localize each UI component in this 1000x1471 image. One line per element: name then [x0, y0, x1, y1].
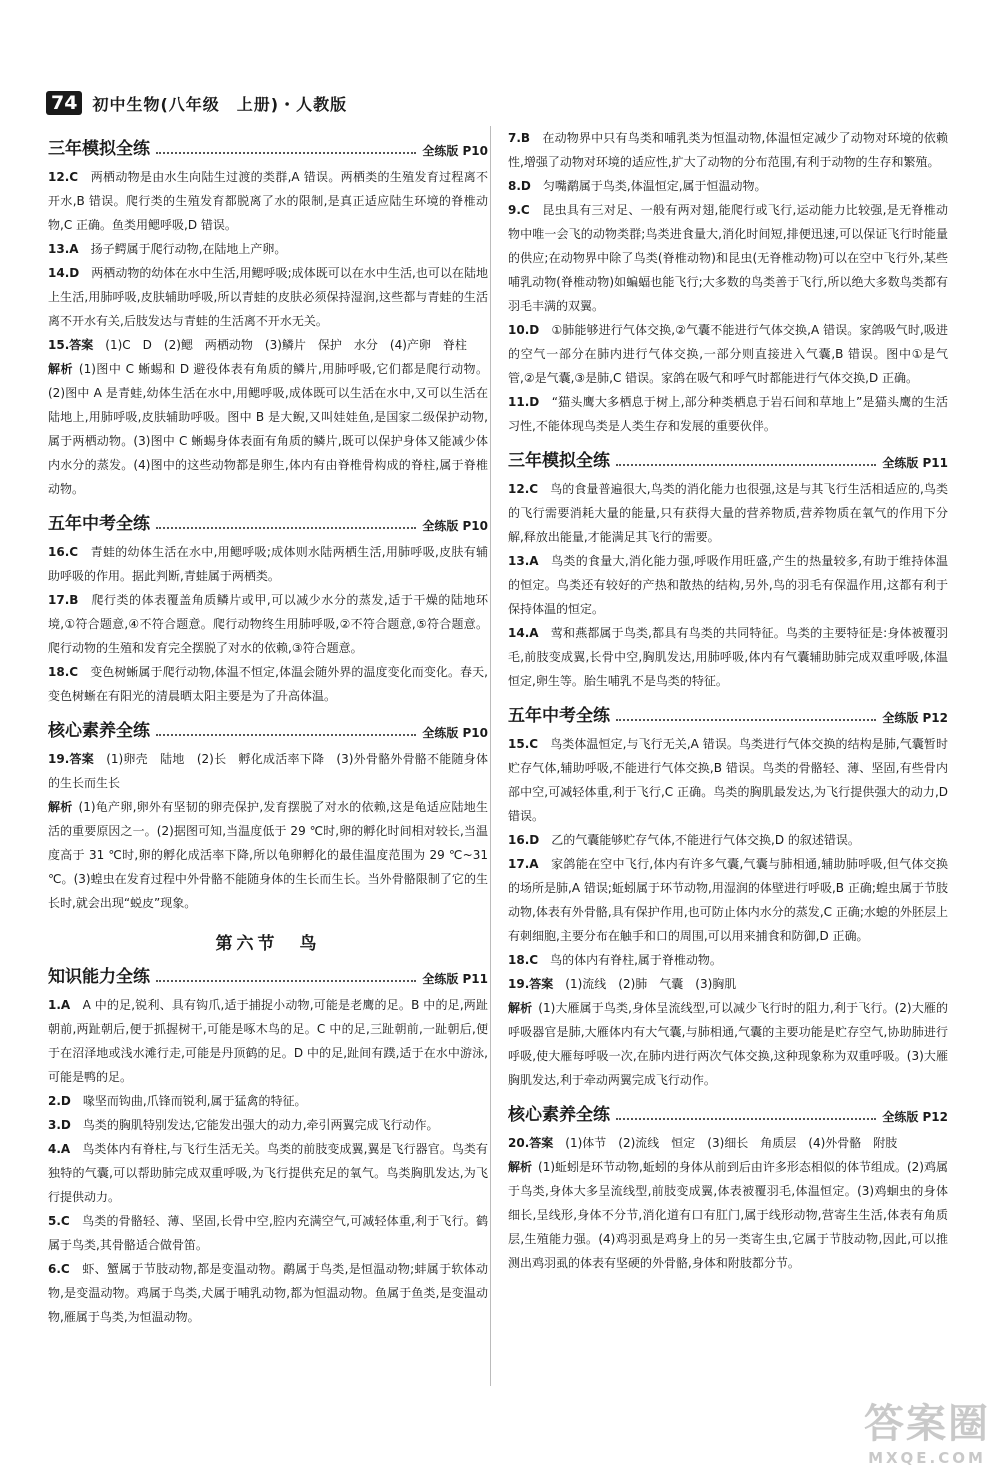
- section-header: [508, 1100, 948, 1125]
- dotted-leader: [616, 464, 876, 466]
- question-number: 14.D: [48, 266, 80, 280]
- question-number: 13.A: [48, 242, 79, 256]
- answer-item: [508, 972, 948, 996]
- explanation-label: 解析: [48, 362, 73, 376]
- answer-item: [48, 261, 488, 333]
- dotted-leader: [616, 1118, 876, 1120]
- answer-text: 两栖动物是由水生向陆生过渡的类群,A 错误。两栖类的生殖发育过程离不开水,B 错误。爬行类的生殖发育都脱离了水的限制,是真正适应陆生环境的脊椎动物,C 正确。鱼类用鳃呼吸,D 错误。: [48, 170, 488, 232]
- answer-text: (1)流线 (2)肺 气囊 (3)胸肌: [565, 977, 737, 991]
- answer-text: A 中的足,锐利、具有钩爪,适于捕捉小动物,可能是老鹰的足。B 中的足,两趾朝前,两趾朝后,便于抓握树干,可能是啄木鸟的足。C 中的足,三趾朝前,一趾朝后,便于在沼泽地或浅水滩行走,可能是丹顶鹤的足。D 中的足,趾间有蹼,适于在水中游泳,可能是鸭的足。: [48, 998, 488, 1084]
- answer-item: [508, 948, 948, 972]
- explanation-text: (1)龟产卵,卵外有坚韧的卵壳保护,发育摆脱了对水的依赖,这是龟适应陆地生活的重要原因之一。(2)据图可知,当温度低于 29 ℃时,卵的孵化时间相对较长,当温度高于 31 ℃时,卵的孵化成活率下降,所以龟卵孵化的最佳温度范围为 29 ℃~31 ℃。(3)蝗虫在发育过程中外骨骼不能随身体的生长而生长。当外骨骼限制了它的生长时,就会出现“蜕皮”现象。: [48, 800, 488, 910]
- answer-item: [508, 318, 948, 390]
- answer-text: (1)C D (2)鳃 两栖动物 (3)鳞片 保护 水分 (4)产卵 脊柱: [105, 338, 467, 352]
- section-ref: 全练版 P10: [422, 726, 488, 740]
- answer-item: [48, 588, 488, 660]
- answer-item: [48, 1089, 488, 1113]
- question-number: 19.答案: [48, 752, 94, 766]
- explanation: [508, 996, 948, 1092]
- answer-item: [508, 477, 948, 549]
- answer-item: [508, 828, 948, 852]
- section-header: [48, 962, 488, 987]
- explanation: [508, 1155, 948, 1275]
- answer-item: [48, 993, 488, 1089]
- answer-text: 两栖动物的幼体在水中生活,用鳃呼吸;成体既可以在水中生活,也可以在陆地上生活,用肺呼吸,皮肤辅助呼吸,所以青蛙的皮肤必须保持湿润,这些都与青蛙的生活离不开水有关,后肢发达与青蛙的生活离不开水无关。: [48, 266, 488, 328]
- question-number: 12.C: [508, 482, 539, 496]
- question-number: 1.A: [48, 998, 71, 1012]
- question-number: 5.C: [48, 1214, 70, 1228]
- answer-text: 鸟的食量普遍很大,鸟类的消化能力也很强,这是与其飞行生活相适应的,鸟类的飞行需要消耗大量的能量,只有获得大量的营养物质,营养物质在氧气的作用下分解,释放出能量,才能满足其飞行的需要。: [508, 482, 948, 544]
- column-divider: [490, 126, 491, 1386]
- answer-item: [48, 540, 488, 588]
- answer-item: [508, 621, 948, 693]
- answer-item: [48, 1209, 488, 1257]
- question-number: 16.D: [508, 833, 540, 847]
- book-title: 初中生物(八年级 上册)・人教版: [92, 94, 348, 114]
- dotted-leader: [156, 734, 416, 736]
- dotted-leader: [156, 527, 416, 529]
- answer-item: [508, 390, 948, 438]
- section-title: 核心素养全练: [508, 1105, 610, 1125]
- explanation-label: 解析: [508, 1160, 533, 1174]
- watermark-main: 答案圈: [864, 1401, 990, 1447]
- dotted-leader: [156, 152, 416, 154]
- answer-text: (1)体节 (2)流线 恒定 (3)细长 角质层 (4)外骨骼 附肢: [565, 1136, 898, 1150]
- answer-text: 乙的气囊能够贮存气体,不能进行气体交换,D 的叙述错误。: [551, 833, 860, 847]
- dotted-leader: [616, 719, 876, 721]
- answer-text: 鸟类的胸肌特别发达,它能发出强大的动力,牵引两翼完成飞行动作。: [82, 1118, 439, 1132]
- answer-item: [508, 852, 948, 948]
- answer-item: [48, 165, 488, 237]
- explanation-text: (1)图中 C 蜥蜴和 D 避役体表有角质的鳞片,用肺呼吸,它们都是爬行动物。(2)图中 A 是青蛙,幼体生活在水中,用鳃呼吸,成体既可以生活在水中,又可以生活在陆地上,用肺呼吸,皮肤辅助呼吸。图中 B 是大鲵,又叫娃娃鱼,是国家二级保护动物,属于两栖动物。(3)图中 C 蜥蜴身体表面有角质的鳞片,既可以保护身体又能减少体内水分的蒸发。(4)图中的这些动物都是卵生,体内有由脊椎骨构成的脊柱,属于脊椎动物。: [48, 362, 488, 496]
- question-number: 16.C: [48, 545, 79, 559]
- section-header: [48, 134, 488, 159]
- section-header: [48, 716, 488, 741]
- answer-text: 鸟类的骨骼轻、薄、坚固,长骨中空,腔内充满空气,可减轻体重,利于飞行。鹤属于鸟类,其骨骼适合做骨笛。: [48, 1214, 488, 1252]
- answer-text: (1)卵壳 陆地 (2)长 孵化成活率下降 (3)外骨骼外骨骼不能随身体的生长而生长: [48, 752, 488, 790]
- answer-text: 莺和燕都属于鸟类,都具有鸟类的共同特征。鸟类的主要特征是:身体被覆羽毛,前肢变成翼,长骨中空,胸肌发达,用肺呼吸,体内有气囊辅助肺完成双重呼吸,体温恒定,卵生等。胎生哺乳不是鸟类的特征。: [508, 626, 948, 688]
- section-title: 核心素养全练: [48, 721, 150, 741]
- question-number: 10.D: [508, 323, 540, 337]
- answer-text: 鸟类体温恒定,与飞行无关,A 错误。鸟类进行气体交换的结构是肺,气囊暂时贮存气体,辅助呼吸,不能进行气体交换,B 错误。鸟类的骨骼轻、薄、坚固,有些骨内部中空,可减轻体重,利于飞行,C 正确。鸟类的胸肌最发达,为飞行提供强大的动力,D 错误。: [508, 737, 948, 823]
- question-number: 6.C: [48, 1262, 70, 1276]
- section-title: 五年中考全练: [508, 706, 610, 726]
- question-number: 17.A: [508, 857, 539, 871]
- explanation: [48, 357, 488, 501]
- answer-text: 在动物界中只有鸟类和哺乳类为恒温动物,体温恒定减少了动物对环境的依赖性,增强了动物对环境的适应性,扩大了动物的分布范围,有利于动物的生存和繁殖。: [508, 131, 948, 169]
- section-title: 知识能力全练: [48, 967, 150, 987]
- explanation: [48, 795, 488, 915]
- answer-text: 喙坚而钩曲,爪锋而锐利,属于猛禽的特征。: [82, 1094, 307, 1108]
- explanation-text: (1)蚯蚓是环节动物,蚯蚓的身体从前到后由许多形态相似的体节组成。(2)鸡属于鸟类,身体大多呈流线型,前肢变成翼,体表被覆羽毛,体温恒定。(3)鸡蛔虫的身体细长,呈线形,身体不分节,消化道有口有肛门,属于线形动物,营寄生生活,体表有角质层,生殖能力强。(4)鸡羽虱是鸡身上的另一类寄生虫,它属于节肢动物,因此,可以推测出鸡羽虱的体表有坚硬的外骨骼,身体和附肢都分节。: [508, 1160, 948, 1270]
- watermark-logo: [864, 1392, 990, 1467]
- section-ref: 全练版 P10: [422, 519, 488, 533]
- answer-text: 鸟的体内有脊柱,属于脊椎动物。: [550, 953, 722, 967]
- section-title: 三年模拟全练: [48, 139, 150, 159]
- section-title: 三年模拟全练: [508, 451, 610, 471]
- answer-text: 昆虫具有三对足、一般有两对翅,能爬行或飞行,运动能力比较强,是无脊椎动物中唯一会飞的动物类群;鸟类进食量大,消化时间短,排便迅速,可以保证飞行时能量的供应;在动物界中除了鸟类(脊椎动物)和昆虫(无脊椎动物)可以在空中飞行外,某些哺乳动物(脊椎动物)如蝙蝠也能飞行;大多数的鸟类善于飞行,所以绝大多数鸟类都有羽毛丰满的双翼。: [508, 203, 948, 313]
- dotted-leader: [156, 980, 416, 982]
- answer-item: [508, 732, 948, 828]
- answer-text: 变色树蜥属于爬行动物,体温不恒定,体温会随外界的温度变化而变化。春天,变色树蜥在有阳光的清晨晒太阳主要是为了升高体温。: [48, 665, 488, 703]
- question-number: 9.C: [508, 203, 530, 217]
- section-ref: 全练版 P12: [882, 711, 948, 725]
- answer-item: [48, 1137, 488, 1209]
- section-header: [48, 509, 488, 534]
- question-number: 15.C: [508, 737, 539, 751]
- answer-text: 扬子鳄属于爬行动物,在陆地上产卵。: [90, 242, 287, 256]
- watermark-url: MXQE.COM: [868, 1449, 986, 1467]
- answer-item: [48, 747, 488, 795]
- answer-text: 鸟类的食量大,消化能力强,呼吸作用旺盛,产生的热量较多,有助于维持体温的恒定。鸟类还有较好的产热和散热的结构,另外,鸟的羽毛有保温作用,这都有利于保持体温的恒定。: [508, 554, 948, 616]
- answer-text: 家鸽能在空中飞行,体内有许多气囊,气囊与肺相通,辅助肺呼吸,但气体交换的场所是肺,A 错误;蚯蚓属于环节动物,用湿润的体壁进行呼吸,B 正确;蝗虫属于节肢动物,体表有外骨骼,具有保护作用,也可防止体内水分的蒸发,C 正确;水螅的外胚层上有刺细胞,主要分布在触手和口的周围,可以用来捕食和防御,D 正确。: [508, 857, 948, 943]
- answer-item: [508, 126, 948, 174]
- answer-item: [508, 549, 948, 621]
- right-column: [508, 126, 948, 1275]
- answer-item: [508, 1131, 948, 1155]
- answer-item: [508, 198, 948, 318]
- question-number: 20.答案: [508, 1136, 554, 1150]
- question-number: 18.C: [508, 953, 539, 967]
- question-number: 11.D: [508, 395, 540, 409]
- question-number: 2.D: [48, 1094, 71, 1108]
- section-ref: 全练版 P10: [422, 144, 488, 158]
- question-number: 14.A: [508, 626, 539, 640]
- question-number: 19.答案: [508, 977, 554, 991]
- question-number: 3.D: [48, 1118, 71, 1132]
- question-number: 18.C: [48, 665, 79, 679]
- section-title: 五年中考全练: [48, 514, 150, 534]
- page-number: 74: [46, 91, 82, 115]
- section-header: [508, 446, 948, 471]
- answer-text: 鸟类体内有脊柱,与飞行生活无关。鸟类的前肢变成翼,翼是飞行器官。鸟类有独特的气囊,可以帮助肺完成双重呼吸,为飞行提供充足的氧气。鸟类胸肌发达,为飞行提供动力。: [48, 1142, 488, 1204]
- answer-text: 匀嘴鹬属于鸟类,体温恒定,属于恒温动物。: [542, 179, 767, 193]
- question-number: 4.A: [48, 1142, 71, 1156]
- section-ref: 全练版 P11: [882, 456, 948, 470]
- explanation-label: 解析: [48, 800, 73, 814]
- question-number: 13.A: [508, 554, 539, 568]
- answer-item: [48, 237, 488, 261]
- page-header: [46, 88, 347, 118]
- chapter-title: 第六节 鸟: [215, 934, 321, 954]
- question-number: 17.B: [48, 593, 79, 607]
- section-ref: 全练版 P12: [882, 1110, 948, 1124]
- question-number: 15.答案: [48, 338, 94, 352]
- answer-text: 青蛙的幼体生活在水中,用鳃呼吸;成体则水陆两栖生活,用肺呼吸,皮肤有辅助呼吸的作用。据此判断,青蛙属于两栖类。: [48, 545, 488, 583]
- answer-text: 虾、蟹属于节肢动物,都是变温动物。鹬属于鸟类,是恒温动物;蚌属于软体动物,是变温动物。鸡属于鸟类,犬属于哺乳动物,都为恒温动物。鱼属于鱼类,是变温动物,雁属于鸟类,为恒温动物。: [48, 1262, 488, 1324]
- explanation-text: (1)大雁属于鸟类,身体呈流线型,可以减少飞行时的阻力,利于飞行。(2)大雁的呼吸器官是肺,大雁体内有大气囊,与肺相通,气囊的主要功能是贮存空气,协助肺进行呼吸,使大雁每呼吸一次,在肺内进行两次气体交换,这种现象称为双重呼吸。(3)大雁胸肌发达,利于牵动两翼完成飞行动作。: [508, 1001, 948, 1087]
- explanation-label: 解析: [508, 1001, 533, 1015]
- answer-item: [48, 333, 488, 357]
- question-number: 7.B: [508, 131, 531, 145]
- question-number: 8.D: [508, 179, 531, 193]
- answer-item: [48, 660, 488, 708]
- answer-text: ①肺能够进行气体交换,②气囊不能进行气体交换,A 错误。家鸽吸气时,吸进的空气一部分在肺内进行气体交换,一部分则直接进入气囊,B 错误。图中①是气管,②是气囊,③是肺,C 错误。家鸽在吸气和呼气时都能进行气体交换,D 正确。: [508, 323, 948, 385]
- section-ref: 全练版 P11: [422, 972, 488, 986]
- answer-text: 爬行类的体表覆盖角质鳞片或甲,可以减少水分的蒸发,适于干燥的陆地环境,①符合题意,④不符合题意。爬行动物终生用肺呼吸,②不符合题意,⑤符合题意。爬行动物的生殖和发育完全摆脱了对水的依赖,③符合题意。: [48, 593, 488, 655]
- answer-item: [48, 1257, 488, 1329]
- section-header: [508, 701, 948, 726]
- question-number: 12.C: [48, 170, 79, 184]
- answer-text: “猫头鹰大多栖息于树上,部分种类栖息于岩石间和草地上”是猫头鹰的生活习性,不能体现鸟类是人类生存和发展的重要伙伴。: [508, 395, 948, 433]
- answer-item: [508, 174, 948, 198]
- left-column: [48, 126, 488, 1329]
- answer-item: [48, 1113, 488, 1137]
